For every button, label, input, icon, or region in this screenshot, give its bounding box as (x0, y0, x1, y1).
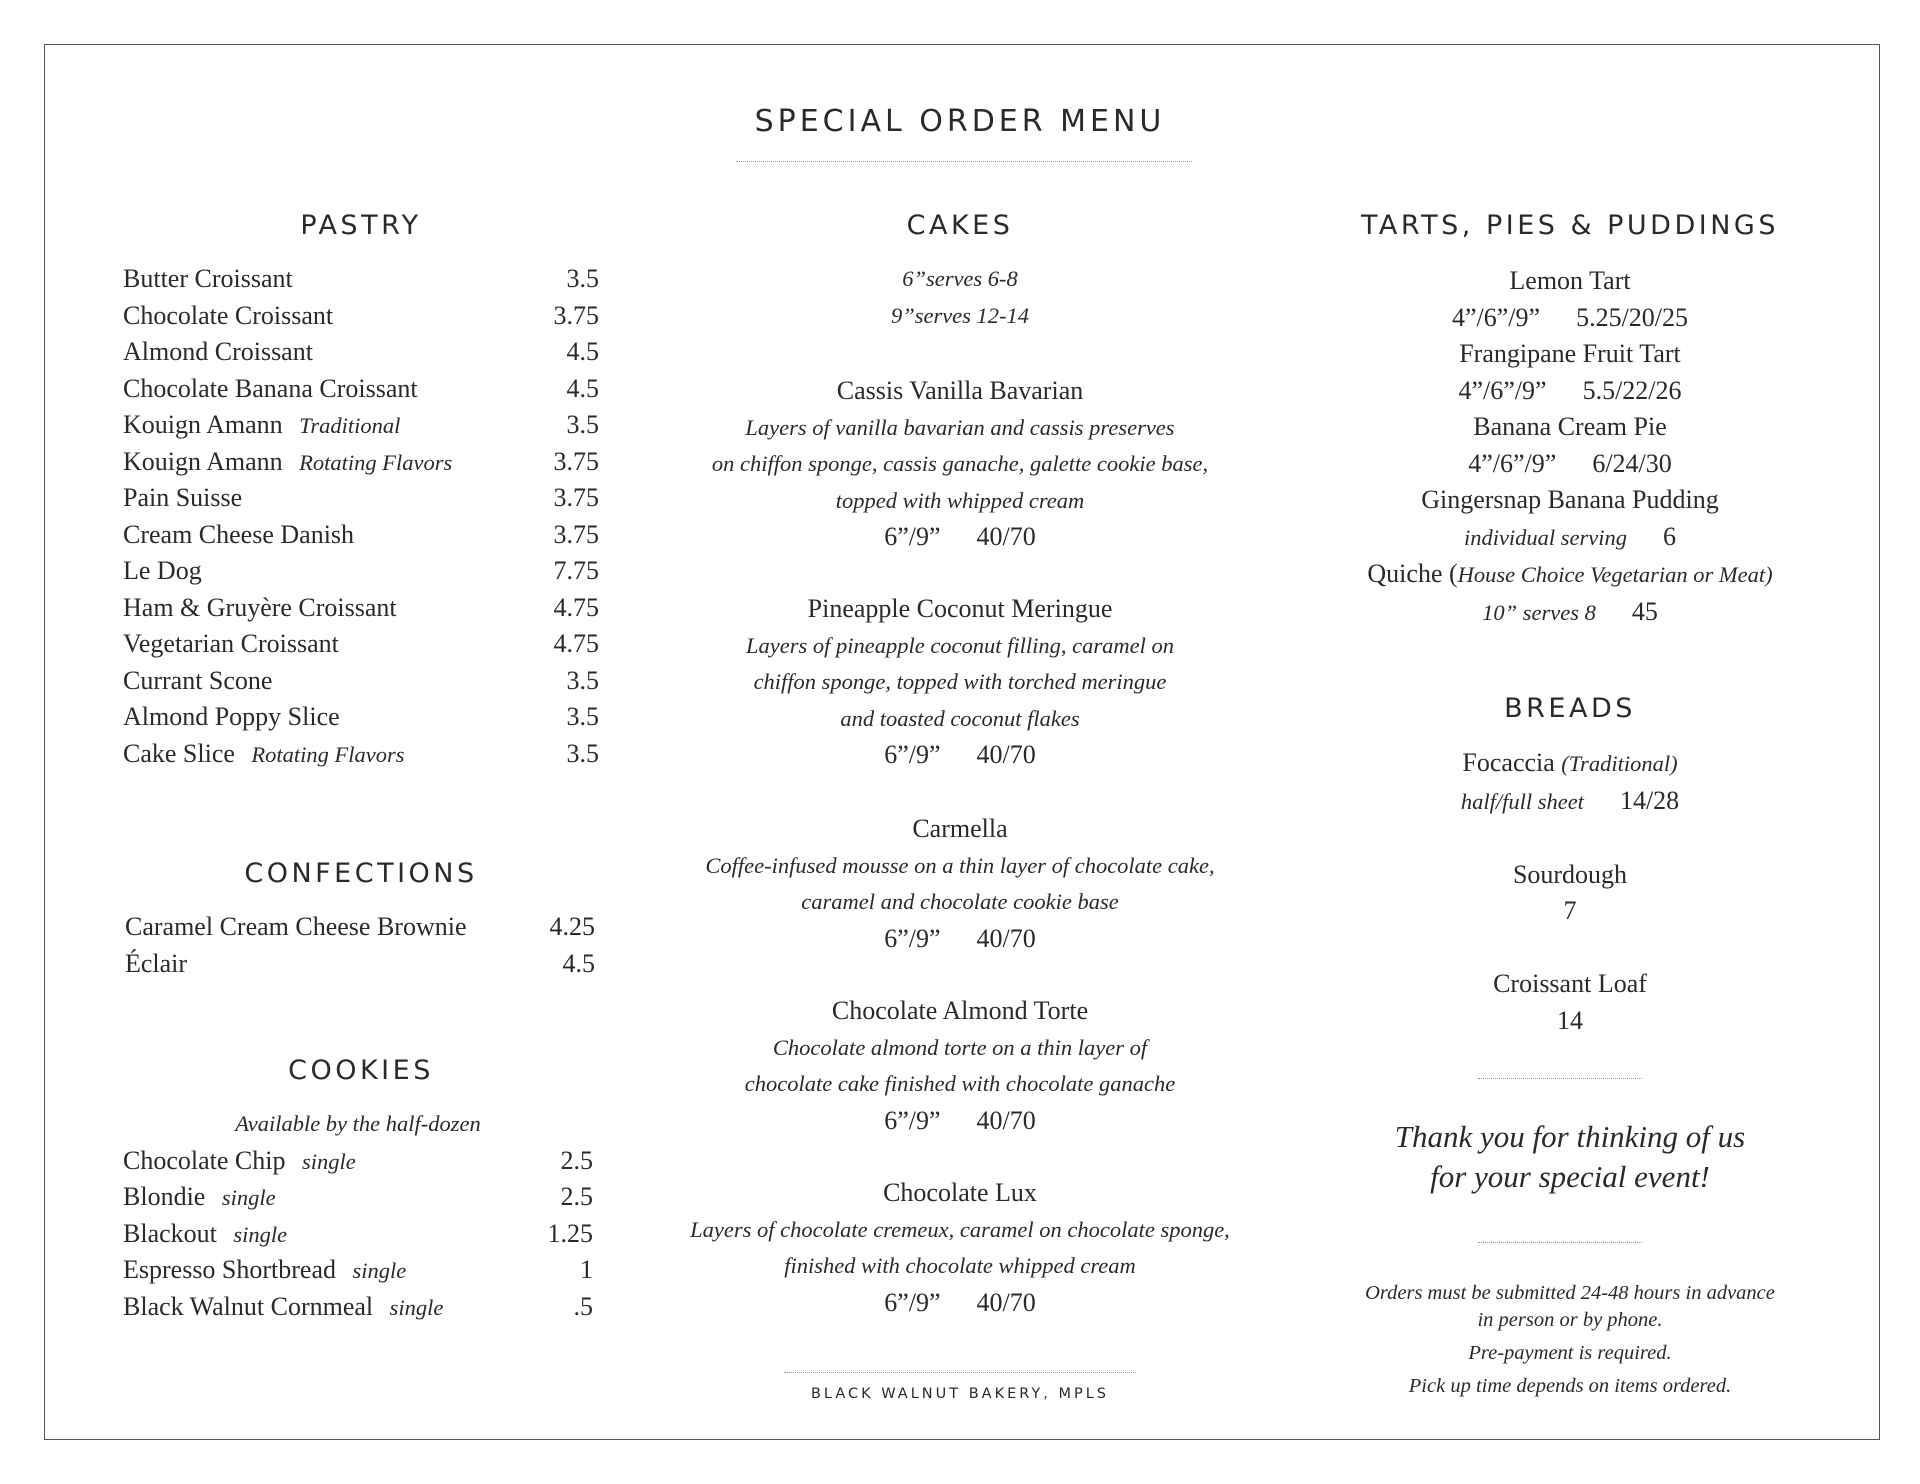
thank-you-message (1300, 1117, 1840, 1197)
quiche-name-line (1300, 556, 1840, 594)
pastry-item-row (123, 334, 599, 371)
pastry-item-row (123, 517, 599, 554)
cake-name: Pineapple Coconut Meringue (807, 594, 1113, 623)
tarts-heading: TARTS, PIES & PUDDINGS (1361, 210, 1779, 241)
cake-description-line: caramel and chocolate cookie base (801, 889, 1119, 914)
pastry-item-row (123, 736, 599, 773)
cake-item (660, 1175, 1260, 1321)
cookie-item-row (123, 1143, 593, 1180)
pastry-item-name-cell (123, 626, 339, 663)
cake-description-line: Chocolate almond torte on a thin layer of (772, 1034, 1148, 1060)
cake-price-line (660, 1103, 1260, 1140)
pastry-item-name: Chocolate Croissant (123, 300, 334, 330)
cake-sizes: 6”/9” (884, 522, 941, 551)
tart-price: 6 (1663, 521, 1677, 551)
pastry-item-price: 3.75 (553, 300, 599, 330)
tarts-list (1300, 263, 1840, 631)
cake-description-line: chocolate cake finished with chocolate ganache (744, 1071, 1176, 1096)
cake-price: 40/70 (976, 1105, 1036, 1135)
tart-price-line (1300, 300, 1840, 337)
tart-price: 6/24/30 (1592, 448, 1672, 478)
order-notes (1300, 1280, 1840, 1400)
pastry-item-row (123, 590, 599, 627)
cake-price: 40/70 (976, 923, 1036, 953)
confection-item-name: Caramel Cream Cheese Brownie (125, 912, 467, 941)
pastry-heading: PASTRY (300, 210, 422, 241)
cookie-item-name: Chocolate Chip (123, 1145, 286, 1175)
cakes-heading: CAKES (906, 210, 1014, 241)
confection-item-row (125, 909, 595, 946)
cookie-item-note: single (221, 1185, 276, 1210)
quiche-note: House Choice Vegetarian or Meat) (1457, 562, 1773, 587)
confection-item-name: Éclair (125, 948, 188, 978)
pastry-item-name-cell (123, 663, 272, 700)
cookie-item-name-cell (123, 1216, 287, 1254)
cake-price: 40/70 (976, 1287, 1036, 1317)
pastry-item-price: 4.5 (566, 373, 599, 403)
cake-description-line: Layers of pineapple coconut filling, caramel on (745, 632, 1175, 658)
pastry-item-name-cell (123, 334, 313, 371)
pastry-item-row (123, 261, 599, 298)
cookie-item-price: .5 (573, 1291, 593, 1321)
cake-description-line: finished with chocolate whipped cream (784, 1253, 1136, 1278)
confection-item-name-cell (125, 909, 467, 946)
confections-heading: CONFECTIONS (244, 858, 478, 889)
croissant-loaf-price: 14 (1557, 1005, 1583, 1035)
pastry-item-price: 3.5 (566, 264, 599, 293)
pastry-item-price: 3.5 (566, 410, 599, 439)
pastry-item-price: 4.5 (566, 337, 599, 366)
cake-name: Chocolate Lux (883, 1178, 1037, 1207)
pastry-item-price: 3.5 (566, 738, 599, 768)
pastry-item-name-cell (123, 407, 400, 445)
cookie-item-name: Black Walnut Cornmeal (123, 1291, 374, 1321)
cake-description-line: Coffee-infused mousse on a thin layer of chocolate cake, (705, 852, 1215, 878)
pastry-item-note: Traditional (299, 413, 401, 438)
pastry-item-price: 3.75 (553, 446, 599, 476)
cookie-item-note: single (301, 1148, 356, 1174)
thanks-divider-bottom (1478, 1242, 1642, 1243)
pastry-item-price: 4.75 (553, 592, 599, 622)
cookie-item-note: single (389, 1294, 444, 1320)
cake-item (660, 591, 1260, 774)
pastry-item-name: Butter Croissant (123, 264, 293, 293)
cookie-item-note: single (352, 1258, 407, 1283)
cake-price-line (660, 737, 1260, 774)
pastry-item-row (123, 663, 599, 700)
cookie-item-name-cell (123, 1252, 406, 1290)
tart-name: Banana Cream Pie (1473, 412, 1667, 441)
pastry-item-name-cell (123, 736, 405, 774)
cookies-subtitle-text: Available by the half-dozen (235, 1111, 481, 1136)
cookie-item-name-cell (123, 1179, 276, 1217)
tart-sizes: 4”/6”/9” (1451, 302, 1541, 332)
cake-item (660, 373, 1260, 556)
cake-size-6: 6”serves 6-8 (902, 266, 1018, 291)
pastry-item-name-cell (123, 590, 397, 627)
cookie-item-price: 2.5 (560, 1182, 593, 1211)
footer-divider (784, 1372, 1136, 1373)
tart-price: 5.25/20/25 (1576, 302, 1689, 332)
pastry-item-name: Cake Slice (123, 738, 235, 768)
tart-price-line (1300, 446, 1840, 483)
breads-list (1300, 745, 1840, 1039)
cake-description-line: Layers of vanilla bavarian and cassis preserves (745, 414, 1175, 440)
confections-list (125, 909, 595, 982)
pastry-item-name-cell (123, 517, 354, 554)
quiche-sizes: 10” serves 8 (1482, 599, 1596, 625)
cookie-item-price: 1 (580, 1255, 593, 1284)
thanks-divider-top (1478, 1078, 1642, 1079)
cake-price-line (660, 1285, 1260, 1322)
cake-sizes: 6”/9” (884, 1287, 941, 1317)
pastry-item-row (123, 407, 599, 444)
tart-sizes: 4”/6”/9” (1468, 448, 1557, 478)
quiche-price: 45 (1631, 596, 1658, 626)
pastry-item-row (123, 444, 599, 481)
pastry-item-name: Cream Cheese Danish (123, 519, 355, 549)
pastry-item-name: Kouign Amann (123, 410, 283, 439)
cake-price-line (660, 519, 1260, 556)
tart-items (1300, 263, 1840, 556)
focaccia-price-line (1300, 783, 1840, 821)
tart-sizes: individual serving (1463, 524, 1628, 550)
tart-sizes: 4”/6”/9” (1458, 375, 1547, 405)
pastry-item-name: Chocolate Banana Croissant (123, 373, 418, 403)
focaccia-price: 14/28 (1619, 785, 1680, 815)
cake-sizes (660, 261, 1260, 334)
pastry-item-name-cell (123, 261, 293, 298)
pastry-list (123, 261, 599, 772)
quiche-price-line (1300, 594, 1840, 632)
cookie-items (123, 1143, 593, 1326)
pastry-item-row (123, 699, 599, 736)
confection-item-row (125, 946, 595, 983)
focaccia-name-line (1300, 745, 1840, 783)
focaccia-name: Focaccia (1462, 748, 1555, 777)
croissant-loaf-name: Croissant Loaf (1493, 969, 1647, 998)
cookie-item-name-cell (123, 1143, 356, 1181)
pastry-item-name: Kouign Amann (123, 446, 283, 476)
pastry-item-name: Ham & Gruyère Croissant (123, 592, 397, 622)
note-pickup: Pick up time depends on items ordered. (1408, 1375, 1732, 1397)
pastry-item-row (123, 553, 599, 590)
cake-description-line: and toasted coconut flakes (840, 705, 1080, 731)
cake-item (660, 811, 1260, 957)
cookie-item-note: single (233, 1221, 288, 1247)
pastry-item-name-cell (123, 371, 418, 408)
pastry-item-price: 7.75 (553, 556, 599, 585)
cookie-item-price: 2.5 (560, 1145, 593, 1175)
pastry-item-name-cell (123, 444, 452, 482)
cake-name: Carmella (912, 814, 1008, 843)
cake-item (660, 993, 1260, 1139)
pastry-item-price: 3.75 (553, 483, 599, 512)
pastry-item-price: 3.75 (553, 519, 599, 549)
cookie-item-name: Blondie (123, 1182, 206, 1211)
pastry-item-note: Rotating Flavors (251, 741, 405, 767)
confection-item-name-cell (125, 946, 187, 983)
cookie-item-price: 1.25 (547, 1218, 593, 1248)
cookie-item-row (123, 1289, 593, 1326)
pastry-item-name-cell (123, 298, 333, 335)
focaccia-note: (Traditional) (1561, 751, 1678, 776)
tart-price-line (1300, 519, 1840, 557)
cake-description-line: chiffon sponge, topped with torched meringue (753, 669, 1167, 694)
quiche-name: Quiche ( (1367, 559, 1458, 588)
cake-description-line: on chiffon sponge, cassis ganache, galette cookie base, (711, 451, 1209, 476)
cookie-item-name: Blackout (123, 1218, 217, 1248)
tart-price: 5.5/22/26 (1582, 375, 1682, 405)
sourdough-price: 7 (1563, 896, 1577, 925)
cookie-item-row (123, 1216, 593, 1253)
cookies-heading: COOKIES (288, 1055, 434, 1086)
tart-name: Gingersnap Banana Pudding (1421, 485, 1719, 514)
note-prepayment: Pre-payment is required. (1468, 1342, 1672, 1364)
pastry-item-row (123, 480, 599, 517)
thanks-line-1: Thank you for thinking of us (1394, 1119, 1746, 1154)
focaccia-sizes: half/full sheet (1460, 788, 1584, 814)
pastry-item-name: Vegetarian Croissant (123, 629, 339, 658)
pastry-item-name: Almond Poppy Slice (123, 702, 340, 731)
bakery-footer: BLACK WALNUT BAKERY, MPLS (810, 1386, 1110, 1402)
page-title: SPECIAL ORDER MENU (754, 104, 1166, 139)
note-in-person: in person or by phone. (1477, 1309, 1663, 1331)
pastry-item-name: Le Dog (123, 556, 202, 585)
pastry-item-price: 3.5 (566, 665, 599, 695)
cookie-item-name-cell (123, 1289, 443, 1327)
pastry-item-name: Almond Croissant (123, 337, 313, 366)
pastry-item-note: Rotating Flavors (299, 449, 453, 475)
cake-size-9: 9”serves 12-14 (890, 302, 1030, 328)
pastry-item-price: 3.5 (566, 702, 599, 731)
pastry-item-row (123, 371, 599, 408)
cookie-item-row (123, 1179, 593, 1216)
cookie-item-row (123, 1252, 593, 1289)
cake-name: Chocolate Almond Torte (831, 996, 1089, 1025)
cake-sizes: 6”/9” (884, 740, 941, 769)
sourdough-name: Sourdough (1512, 859, 1628, 889)
cookies-list (123, 1106, 593, 1325)
tart-price-line (1300, 373, 1840, 410)
cake-price-line (660, 921, 1260, 958)
cake-price: 40/70 (976, 740, 1036, 769)
pastry-item-name: Currant Scone (123, 665, 273, 695)
pastry-item-name-cell (123, 480, 242, 517)
cake-sizes: 6”/9” (884, 923, 941, 953)
tart-name: Lemon Tart (1509, 266, 1631, 295)
confection-item-price: 4.25 (549, 912, 595, 941)
cake-name: Cassis Vanilla Bavarian (836, 376, 1084, 405)
cookies-subtitle (123, 1106, 593, 1143)
cake-description-line: topped with whipped cream (835, 487, 1085, 513)
cake-sizes: 6”/9” (884, 1105, 941, 1135)
pastry-item-name-cell (123, 553, 202, 590)
breads-heading: BREADS (1504, 693, 1636, 724)
pastry-item-name: Pain Suisse (123, 483, 243, 512)
note-advance: Orders must be submitted 24-48 hours in advance (1365, 1282, 1775, 1304)
title-divider (736, 161, 1192, 162)
pastry-item-row (123, 298, 599, 335)
cookie-item-name: Espresso Shortbread (123, 1255, 337, 1284)
cake-price: 40/70 (976, 522, 1036, 551)
pastry-item-price: 4.75 (553, 629, 599, 658)
confection-item-price: 4.5 (562, 948, 595, 978)
pastry-item-name-cell (123, 699, 340, 736)
cake-description-line: Layers of chocolate cremeux, caramel on chocolate sponge, (690, 1216, 1230, 1242)
thanks-line-2: for your special event! (1430, 1159, 1710, 1194)
tart-name: Frangipane Fruit Tart (1459, 339, 1681, 368)
pastry-item-row (123, 626, 599, 663)
